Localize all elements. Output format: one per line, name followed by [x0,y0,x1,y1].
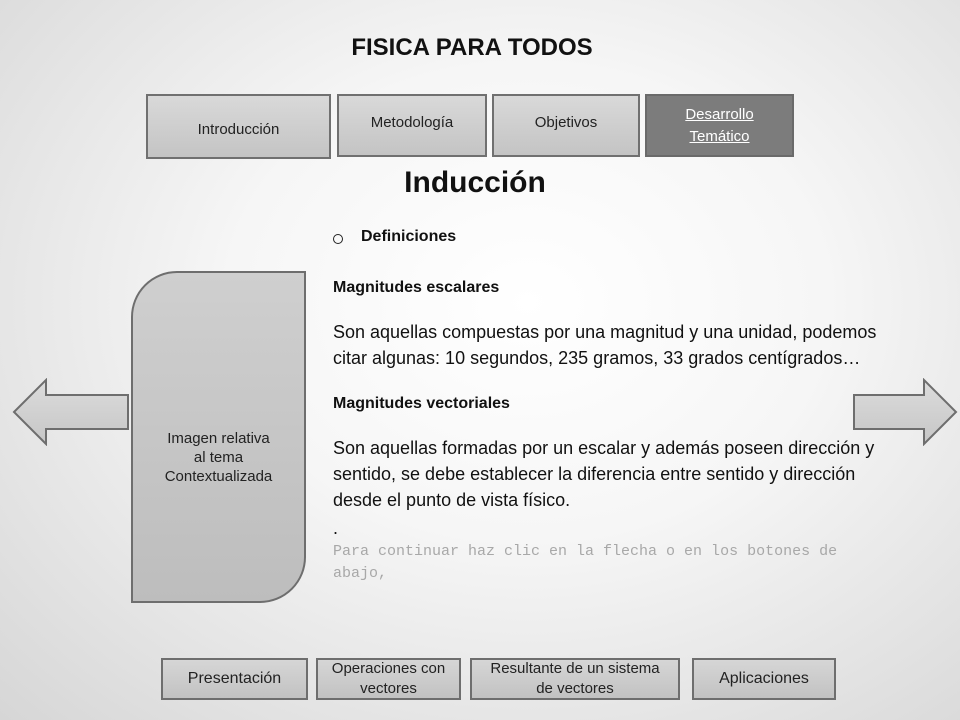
section1-text: Son aquellas compuestas por una magnitud y una unidad, podemos citar algunas: 10 segundos, 235 gramos, 33 grados centígrados… [333,322,877,368]
tab-metodologia[interactable]: Metodología [337,94,487,157]
bullet-label: Definiciones [361,228,457,245]
next-arrow-icon[interactable] [852,378,958,446]
bullet-definiciones [333,228,878,246]
resultante-sistema-button[interactable]: Resultante de un sistema de vectores [470,658,680,700]
aplicaciones-button[interactable]: Aplicaciones [692,658,836,700]
prev-arrow-icon[interactable] [12,378,130,446]
instruction-text: Para continuar haz clic en la flecha o en los botones de abajo, [333,543,838,582]
tab-objetivos[interactable]: Objetivos [492,94,640,157]
content-panel [333,228,878,585]
image-placeholder [131,271,306,603]
image-placeholder-line1: Imagen relativa [167,429,270,447]
section2-dot: . [333,518,339,538]
section2-title: Magnitudes vectoriales [333,395,510,412]
tab-desarrollo-tematico[interactable]: Desarrollo Temático [645,94,794,157]
operaciones-vectores-button[interactable]: Operaciones con vectores [316,658,461,700]
section2-text: Son aquellas formadas por un escalar y además poseen dirección y sentido, se debe establecer la diferencia entre sentido y dirección desde el punto de vista físico. [333,438,875,510]
image-placeholder-line3: Contextualizada [164,467,273,485]
page-title: FISICA PARA TODOS [351,34,593,61]
bullet-circle-icon [333,234,343,244]
tab-introduccion[interactable]: Introducción [146,94,331,159]
section-heading: Inducción [404,166,546,199]
image-placeholder-line2: al tema [193,448,244,466]
presentacion-button[interactable]: Presentación [161,658,308,700]
section1-title: Magnitudes escalares [333,279,500,296]
